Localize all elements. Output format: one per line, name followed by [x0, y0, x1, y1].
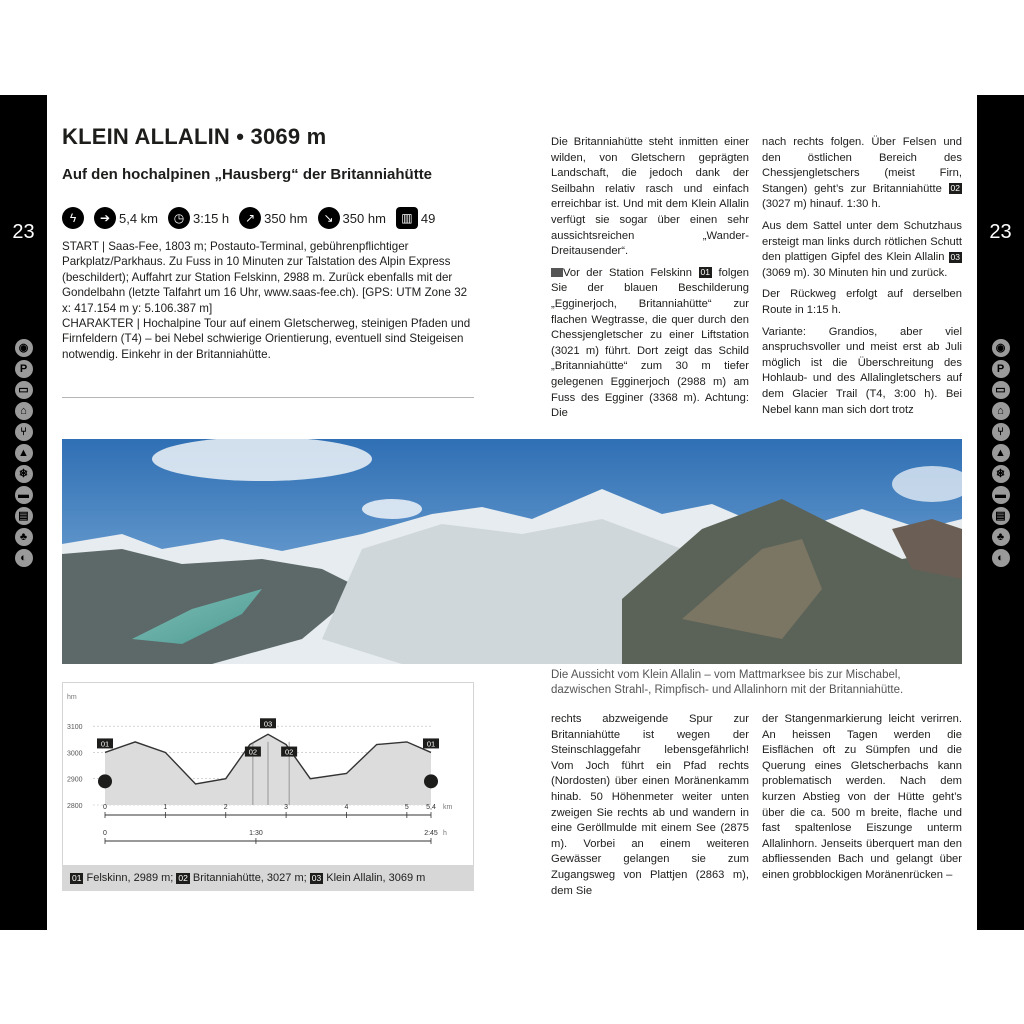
restaurant-icon: ⑂: [15, 423, 33, 441]
text-column-4: [762, 712, 962, 897]
tour-code-value: 49: [420, 210, 436, 226]
right-sidebar: [977, 95, 1024, 985]
tour-stats: [62, 204, 435, 232]
x-tick-label: 5,4: [426, 804, 436, 811]
text-column-3: [551, 712, 749, 897]
x-tick-label: 5: [404, 804, 409, 811]
legend-badge: 03: [311, 872, 322, 883]
left-sidebar: [0, 95, 47, 985]
tour-info: [62, 239, 472, 362]
cable-car-icon: ▬: [992, 486, 1010, 504]
tree-icon: ♣: [992, 528, 1010, 546]
waypoint-legend: 01 Felskinn, 2989 m; 02 Britanniahütte, 3027 m; 03 Klein Allalin, 3069 m: [62, 865, 474, 891]
summit-icon: ▲: [15, 444, 33, 462]
snowflake-icon: ❄: [992, 465, 1010, 483]
ascent-icon: ↗: [239, 207, 261, 229]
start-text: Saas-Fee, 1803 m; Postauto-Terminal, gebührenpflichtiger Parkplatz/Parkhaus. Zu Fuss in 10 Minuten zur Talstation des Alpin Express (beschildert); Auffahrt zur Station Felskinn, 2988 m. Zurück ebenfalls mit der Gondelbahn (letzte Talfahrt um 16 Uhr, www.saas-fee.ch). [GPS: UTM Zone 32 x: 417.154 m y: 5.106.387 m]: [62, 240, 468, 315]
difficulty-icon: ϟ: [62, 207, 84, 229]
clock-icon: ◷: [168, 207, 190, 229]
ascent-stat: [239, 207, 307, 229]
info-icon: ◐: [15, 549, 33, 567]
legend-badge: 01: [72, 872, 82, 883]
bus-icon: ▭: [15, 381, 33, 399]
tree-icon: ♣: [15, 528, 33, 546]
paragraph: der Stangenmarkierung leicht verirren. An heissen Tagen werden die Eisflächen oft zu Sümpfen und die Querung eines Gletscherbachs kann problematisch werden. Nach dem kurzen Abstieg von der Hütte geht’s über die ca. 500 m breite, flache und fast spaltenlose Eiszunge unterm Allalinhorn. Jenseits überquert man den abfliessenden Bach und gelangt über einen grobblockigen Moränenrücken –: [762, 713, 962, 881]
page-number: 105: [991, 973, 1010, 985]
distance-stat: [94, 207, 158, 229]
y-tick-label: 2800: [67, 803, 83, 810]
waypoint-badge: 01: [700, 267, 710, 278]
difficulty-stat: [62, 207, 84, 229]
paragraph: Die Britanniahütte steht inmitten einer wilden, von Gletschern geprägten Landschaft, die jedoch dank der Seilbahn relativ rasch und einfach erreichbar ist. Und mit dem Klein Allalin verfügt sie sogar über einen sehr aussichtsreichen „Wander-Dreitausender“.: [551, 136, 749, 258]
cable-car-icon: [98, 774, 112, 788]
elevation-chart: [63, 683, 473, 865]
tour-code-stat: [396, 207, 435, 229]
summit-icon: ▲: [992, 444, 1010, 462]
paragraph: Der Rückweg erfolgt auf derselben Route in 1:15 h.: [762, 288, 962, 316]
time-tick-label: 2:45: [424, 830, 438, 837]
map-icon: ▥: [396, 207, 418, 229]
sidebar-icon-list: [0, 339, 47, 567]
waypoint-badge: 03: [950, 251, 960, 262]
time-tick-label: 0: [103, 830, 107, 837]
duration-stat: [168, 207, 229, 229]
text-column-2: [762, 135, 962, 425]
x-axis-label: km: [443, 804, 453, 811]
y-tick-label: 2900: [67, 776, 83, 784]
character-label: CHARAKTER |: [62, 317, 140, 331]
page-title: KLEIN ALLALIN • 3069 m: [62, 124, 327, 149]
bear-icon: ◉: [15, 339, 33, 357]
character-text: Hochalpine Tour auf einem Gletscherweg, steinigen Pfaden und Firnfeldern (T4) – bei Nebel schwierige Orientierung, eventuell sind Steigeisen notwendig. Einkehr in der Britanniahütte.: [62, 317, 471, 361]
waypoint-marker-label: 01: [100, 739, 110, 749]
text-column-1: [551, 135, 749, 425]
mountain-railway-icon: ▤: [15, 507, 33, 525]
info-icon: ◐: [992, 549, 1010, 567]
descent-icon: ↘: [318, 207, 340, 229]
y-tick-label: 3100: [67, 724, 83, 732]
descent-stat: [318, 207, 386, 229]
x-tick-label: 3: [284, 804, 289, 811]
waypoint-badge: 02: [950, 183, 960, 194]
distance-value: 5,4 km: [119, 210, 159, 226]
tour-number: 23: [989, 221, 1012, 243]
photo-caption: Die Aussicht vom Klein Allalin – vom Mattmarksee bis zur Mischabel, dazwischen Strahl-, Rimpfisch- und Allalinhorn mit der Britanniahütte.: [551, 669, 904, 696]
cable-car-icon: [424, 774, 438, 788]
parking-icon: P: [15, 360, 33, 378]
page-number: 104: [14, 973, 33, 985]
time-tick-label: 1:30: [249, 830, 263, 837]
x-tick-label: 0: [103, 804, 107, 811]
x-tick-label: 2: [223, 804, 228, 811]
duration-value: 3:15 h: [193, 210, 230, 226]
ascent-value: 350 hm: [264, 210, 308, 226]
parking-icon: P: [992, 360, 1010, 378]
tour-number: 23: [12, 221, 35, 243]
hut-icon: ⌂: [15, 402, 33, 420]
paragraph: Aus dem Sattel unter dem Schutzhaus ersteigt man links durch rötlichen Schutt den plattigen Gipfel des Klein Allalin 03 (3069 m). 30 Minuten hin und zurück.: [762, 219, 962, 279]
mountain-railway-icon: ▤: [992, 507, 1010, 525]
waypoint-marker-label: 01: [426, 739, 436, 749]
time-axis-label: h: [443, 830, 447, 837]
paragraph: Variante: Grandios, aber viel anspruchsvoller und meist erst ab Juli möglich ist die Überschreitung des Hohlaub- und des Allalingletschers auf dem Glacier Trail (T4, 3:00 h). Bei Nebel kann man sich dort trotz: [762, 325, 962, 416]
paragraph: Vor der Station Felskinn 01 folgen Sie der blauen Beschilderung „Egginerjoch, Britanniahütte“ zur flachen Wegtrasse, die quer durch den Chessjengletscher zu einer Liftstation (3021 m) führt. Dort zeigt das Schild „Britanniahütte“ zum 30 m tiefer gelegenen Egginerjoch (2988 m) am Fuss des Egginer (3368 m). Achtung: Die: [551, 266, 749, 420]
x-tick-label: 4: [344, 804, 349, 811]
signpost-icon: ➔: [94, 207, 116, 229]
hut-icon: ⌂: [992, 402, 1010, 420]
bus-icon: ▭: [992, 381, 1010, 399]
route-arrow-icon: [551, 268, 563, 277]
snowflake-icon: ❄: [15, 465, 33, 483]
legend-badge: 02: [178, 872, 188, 883]
sidebar-icon-list: [977, 339, 1024, 567]
descent-value: 350 hm: [342, 210, 386, 226]
paragraph: rechts abzweigende Spur zur Britanniahütte ist wegen der Steinschlaggefahr lebensgefährlich! Vom Joch führt ein Pfad rechts (Nordosten) über einen Moränenkamm hinab. 50 Höhenmeter weiter unten zweigen Sie rechts ab und wandern in eine Geröllmulde mit einem See (2875 m). Vorbei an einem weiteren Gewässer gelangen sie zum Zugangsweg von Plattjen (2863 m), dem Sie: [551, 713, 749, 897]
paragraph: nach rechts folgen. Über Felsen und den östlichen Bereich des Chessjengletschers (meist Firn, Stangen) geht’s zur Britanniahütte 02 (3027 m) hinauf. 1:30 h.: [762, 136, 962, 211]
y-axis-label: hm: [67, 694, 77, 701]
start-label: START |: [62, 240, 105, 253]
divider: [62, 397, 474, 398]
elevation-profile: [62, 682, 474, 891]
y-tick-label: 3000: [67, 750, 83, 758]
page-subtitle: Auf den hochalpinen „Hausberg“ der Britanniahütte: [62, 166, 433, 183]
panorama-illustration: [62, 439, 962, 664]
waypoint-marker-label: 02: [284, 747, 294, 757]
x-tick-label: 1: [163, 804, 168, 811]
panorama-photo: [62, 439, 962, 664]
restaurant-icon: ⑂: [992, 423, 1010, 441]
waypoint-marker-label: 03: [263, 719, 273, 729]
waypoint-marker-label: 02: [248, 747, 258, 757]
bear-icon: ◉: [992, 339, 1010, 357]
cable-car-icon: ▬: [15, 486, 33, 504]
